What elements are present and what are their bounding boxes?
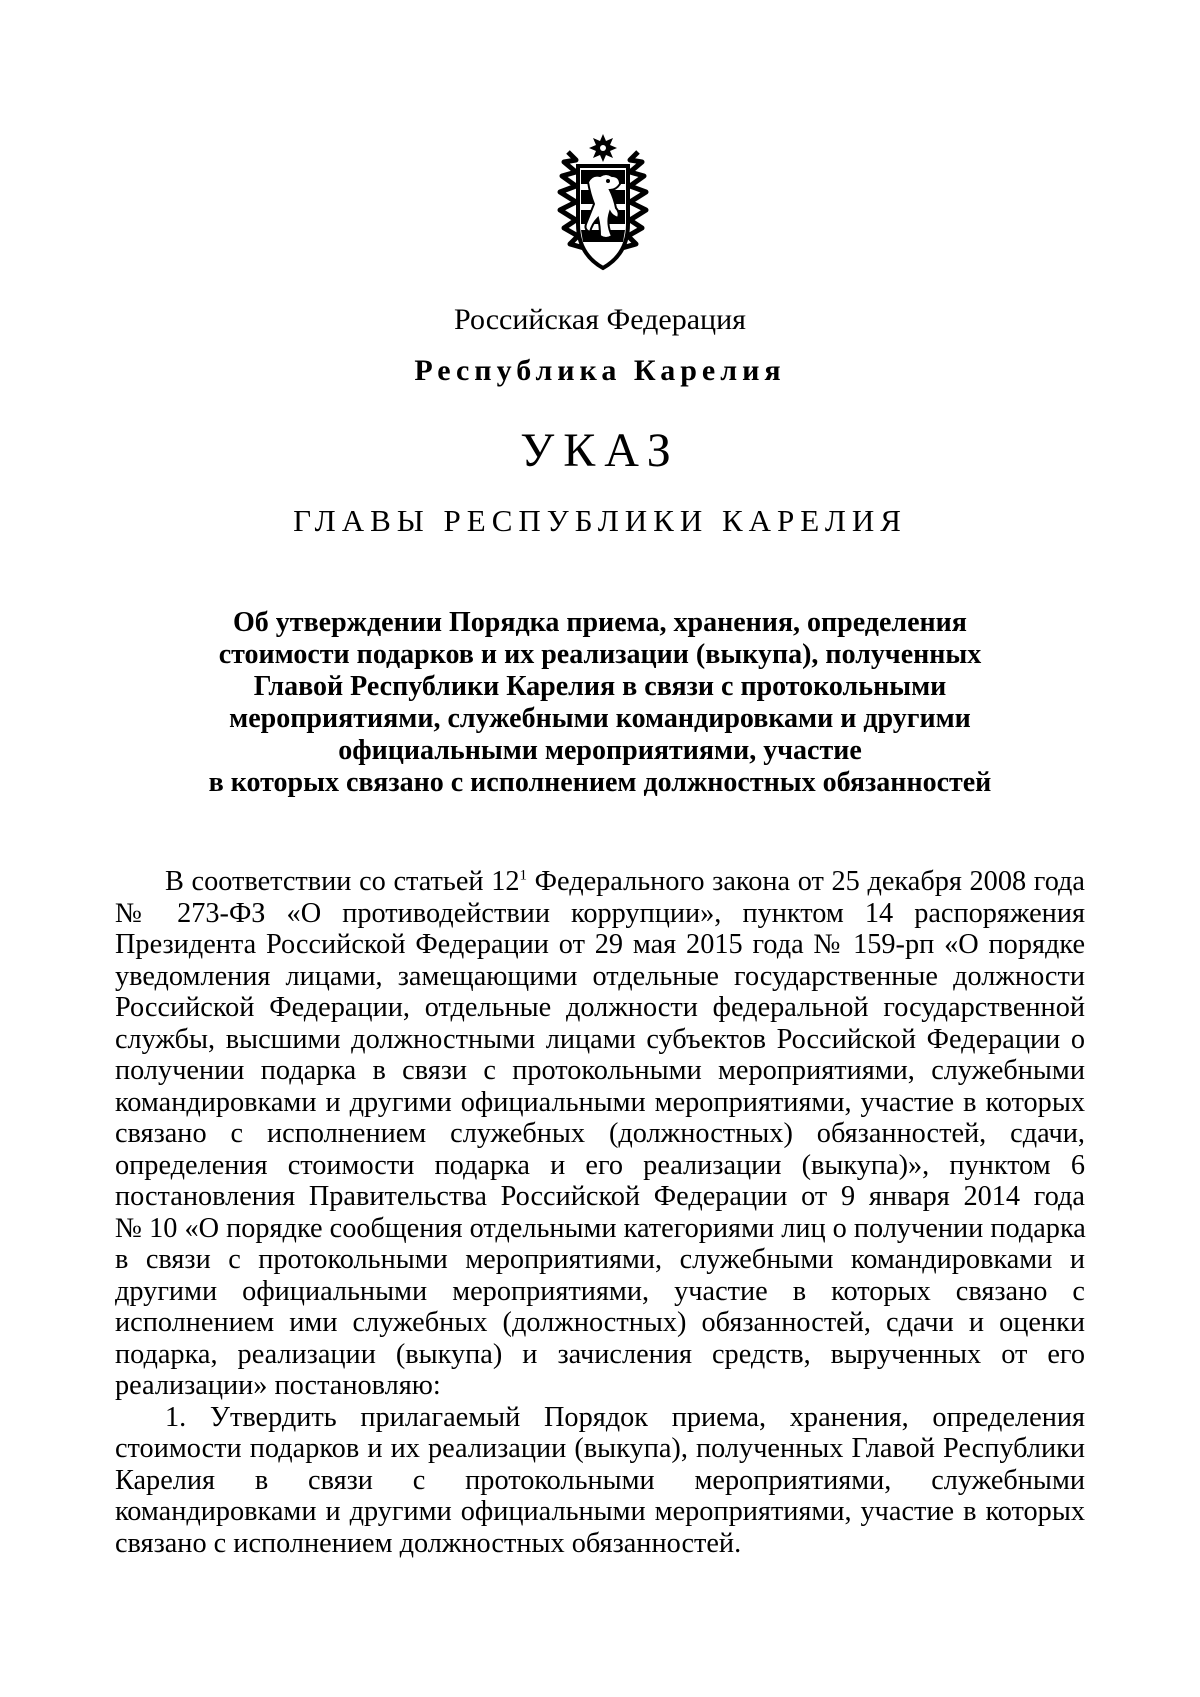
republic-name: Республика Карелия [414,354,786,387]
clause-1-first-line: 1. Утвердить прилагаемый Порядок приема, хранения, определения [165,1401,1085,1433]
title-line: мероприятиями, служебными командировками и другими [229,703,971,734]
title-line: Об утверждении Порядка приема, хранения, определения [233,607,967,638]
coat-of-arms-emblem [554,132,652,274]
body-line: исполнением ими служебных (должностных) обязанностей, сдачи и оценки [115,1307,1085,1338]
title-line: Главой Республики Карелия в связи с протокольными [253,671,947,702]
decree-body [115,866,1085,1559]
body-line: № 273-ФЗ «О противодействии коррупции», пунктом 14 распоряжения [115,897,1085,929]
clause-1-last-line: связано с исполнением должностных обязанностей. [115,1527,742,1559]
body-line: командировками и другими официальными мероприятиями, участие в которых [115,1086,1085,1118]
body-line: Президента Российской Федерации от 29 мая 2015 года № 159-рп «О порядке [115,929,1085,960]
country-name: Российская Федерация [454,303,746,336]
title-line: официальными мероприятиями, участие [338,735,862,766]
body-line: стоимости подарков и их реализации (выкупа), полученных Главой Республики [115,1433,1085,1464]
body-line: Российской Федерации, отдельные должности федеральной государственной [115,992,1085,1023]
body-line: другими официальными мероприятиями, участие в которых связано с [115,1275,1085,1307]
decree-title [0,607,1200,799]
body-text: Федерального закона от 25 декабря 2008 года [527,866,1085,897]
body-line: подарка, реализации (выкупа) и зачисления средств, вырученных от его [115,1338,1085,1370]
preamble-last-line: реализации» постановляю: [115,1370,441,1401]
document-type: УКАЗ [520,424,680,477]
body-line: Карелия в связи с протокольными мероприятиями, служебными [115,1464,1085,1496]
body-line: службы, высшими должностными лицами субъектов Российской Федерации о [115,1023,1085,1055]
body-line: командировками и другими официальными мероприятиями, участие в которых [115,1496,1085,1527]
body-line: определения стоимости подарка и его реализации (выкупа)», пунктом 6 [115,1149,1085,1181]
preamble-first-line [115,866,1085,898]
body-line: № 10 «О порядке сообщения отдельными категориями лиц о получении подарка [115,1212,1086,1244]
body-line: уведомления лицами, замещающими отдельные государственные должности [115,960,1085,992]
title-line: в которых связано с исполнением должностных обязанностей [208,767,992,798]
body-line: постановления Правительства Российской Федерации от 9 января 2014 года [115,1181,1085,1212]
body-text: В соответствии со статьей 12 [165,866,520,897]
title-line: стоимости подарков и их реализации (выкупа), полученных [218,639,982,670]
body-line: связано с исполнением служебных (должностных) обязанностей, сдачи, [115,1118,1085,1149]
article-superscript: 1 [519,867,527,884]
star-icon [589,134,617,162]
issuer-title: ГЛАВЫ РЕСПУБЛИКИ КАРЕЛИЯ [293,503,907,538]
body-line: в связи с протокольными мероприятиями, служебными командировками и [115,1244,1085,1275]
body-line: получении подарка в связи с протокольными мероприятиями, служебными [115,1055,1085,1086]
